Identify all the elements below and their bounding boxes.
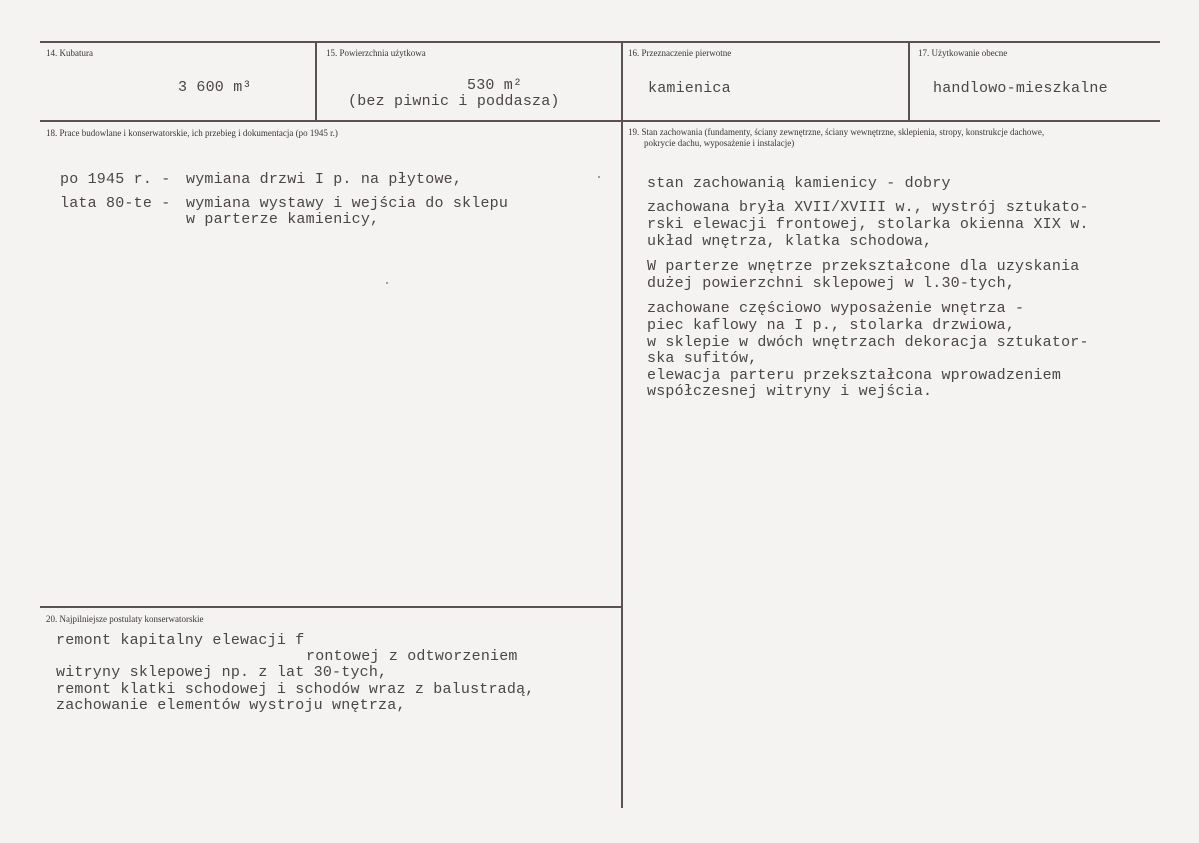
stan-line: w sklepie w dwóch wnętrzach dekoracja sztukator- (647, 334, 1089, 351)
paper-speck (598, 176, 600, 178)
stan-line: stan zachowanią kamienicy - dobry (647, 175, 951, 192)
field-label-stan: 19. Stan zachowania (fundamenty, ściany zewnętrzne, ściany wewnętrzne, sklepienia, stropy, konstrukcje dachowe, (628, 127, 1045, 137)
postulaty-line-cont: rontowej z odtworzeniem (306, 648, 518, 665)
field-value-kubatura: 3 600 m³ (178, 79, 252, 96)
stan-line: układ wnętrza, klatka schodowa, (647, 233, 933, 250)
field-label-przeznaczenie: 16. Przeznaczenie pierwotne (628, 48, 732, 58)
paper-speck (386, 282, 388, 284)
postulaty-line: witryny sklepowej np. z lat 30-tych, (56, 664, 388, 681)
stan-line: W parterze wnętrze przekształcone dla uzyskania (647, 258, 1080, 275)
stan-line: dużej powierzchni sklepowej w l.30-tych, (647, 275, 1016, 292)
prace-entry-date: lata 80-te - (60, 195, 171, 212)
prace-entry-text: wymiana drzwi I p. na płytowe, (186, 171, 463, 188)
field-value-powierzchnia-note: (bez piwnic i poddasza) (348, 93, 560, 110)
field-value-uzytkowanie: handlowo-mieszkalne (933, 80, 1108, 97)
postulaty-line: zachowanie elementów wystroju wnętrza, (56, 697, 406, 714)
section-divider-20 (40, 606, 622, 608)
postulaty-line: remont kapitalny elewacji f (56, 632, 305, 649)
field-value-przeznaczenie: kamienica (648, 80, 731, 97)
col-divider-16-17 (908, 41, 910, 121)
prace-entry-text: wymiana wystawy i wejścia do sklepu (186, 195, 509, 212)
top-rule (40, 41, 1160, 43)
field-label-stan-cont: pokrycie dachu, wyposażenie i instalacje) (644, 138, 795, 148)
col-divider-center (621, 41, 623, 808)
stan-line: zachowane częściowo wyposażenie wnętrza - (647, 300, 1025, 317)
field-value-powierzchnia: 530 m² (467, 77, 523, 94)
stan-line: zachowana bryła XVII/XVIII w., wystrój sztukato- (647, 199, 1089, 216)
row-divider-1 (40, 120, 1160, 122)
postulaty-line: remont klatki schodowej i schodów wraz z balustradą, (56, 681, 535, 698)
prace-entry-date: po 1945 r. - (60, 171, 171, 188)
field-label-uzytkowanie: 17. Użytkowanie obecne (918, 48, 1008, 58)
col-divider-14-15 (315, 41, 317, 121)
field-label-postulaty: 20. Najpilniejsze postulaty konserwatorskie (46, 614, 204, 624)
prace-entry-text-cont: w parterze kamienicy, (186, 211, 380, 228)
field-label-kubatura: 14. Kubatura (46, 48, 93, 58)
stan-line: elewacja parteru przekształcona wprowadzeniem (647, 367, 1062, 384)
stan-line: rski elewacji frontowej, stolarka okienna XIX w. (647, 216, 1089, 233)
field-label-powierzchnia: 15. Powierzchnia użytkowa (326, 48, 426, 58)
stan-line: współczesnej witryny i wejścia. (647, 383, 933, 400)
field-label-prace: 18. Prace budowlane i konserwatorskie, ich przebieg i dokumentacja (po 1945 r.) (46, 128, 338, 138)
stan-line: piec kaflowy na I p., stolarka drzwiowa, (647, 317, 1016, 334)
stan-line: ska sufitów, (647, 350, 758, 367)
